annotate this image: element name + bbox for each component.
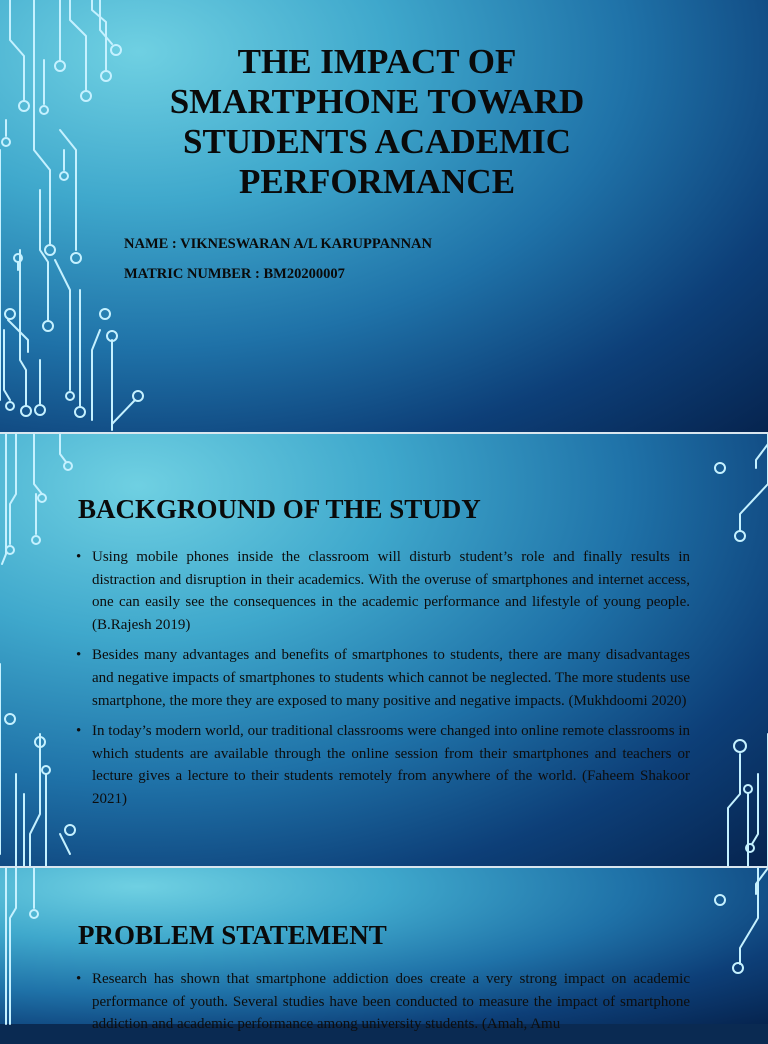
problem-statement-slide	[0, 868, 768, 1033]
circuit-right-decoration-icon	[698, 868, 768, 1024]
author-name: NAME : VIKNESWARAN A/L KARUPPANNAN	[124, 236, 433, 252]
bullet-item: • Using mobile phones inside the classroom will disturb student’s role and finally results in distraction and disruption in their academics. With the overuse of smartphones and internet access, one can easily see the consequences in the academic performance and lifestyle of young people. (B.Rajesh 2019)	[76, 546, 690, 636]
background-slide	[0, 434, 768, 866]
bullet-item: • Research has shown that smartphone addiction does create a very strong impact on academic performance of youth. Several studies have been conducted to measure the impact of smartphone addiction and academic performance among university students. (Amah, Amu	[76, 968, 690, 1036]
circuit-left-decoration-icon	[0, 868, 60, 1024]
bullet-list	[76, 546, 690, 819]
bullet-item: • In today’s modern world, our traditional classrooms were changed into online remote classrooms in which students are available through the online session from their smartphones and teachers or lecture gives a lecture to their students remotely from anywhere of the world. (Faheem Shakoor 2021)	[76, 720, 690, 810]
matric-number: MATRIC NUMBER : BM20200007	[124, 266, 345, 282]
bullet-list	[76, 968, 690, 1044]
section-heading: BACKGROUND OF THE STUDY	[78, 494, 481, 524]
title-slide	[0, 0, 768, 432]
presentation-title: THE IMPACT OF SMARTPHONE TOWARD STUDENTS ACADEMIC PERFORMANCE	[169, 42, 585, 201]
circuit-right-decoration-icon	[698, 434, 768, 866]
bullet-item: • Besides many advantages and benefits of smartphones to students, there are many disadvantages and negative impacts of smartphones to students which cannot be neglected. The more students use smartphone, the more they are exposed to many positive and negative impacts. (Mukhdoomi 2020)	[76, 644, 690, 712]
section-heading: PROBLEM STATEMENT	[78, 920, 387, 950]
